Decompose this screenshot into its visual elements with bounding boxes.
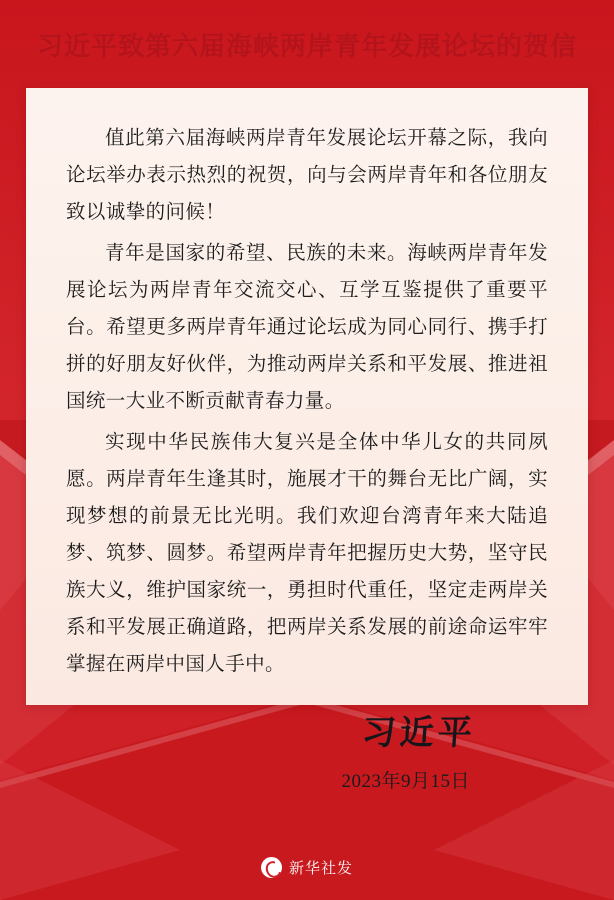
paragraph-1: 值此第六届海峡两岸青年发展论坛开幕之际，我向论坛举办表示热烈的祝贺，向与会两岸青年和各位朋友致以诚挚的问候！ [66, 128, 548, 223]
xinhua-circle-icon [261, 857, 282, 878]
paragraph-3: 实现中华民族伟大复兴是全体中华儿女的共同夙愿。两岸青年生逢其时，施展才干的舞台无比广阔，实现梦想的前景无比光明。我们欢迎台湾青年来大陆追梦、筑梦、圆梦。希望两岸青年把握历史大势，坚守民族大义，维护国家统一，勇担时代重任，坚定走两岸关系和平发展正确道路，把两岸关系发展的前途命运牢牢掌握在两岸中国人手中。 [66, 432, 548, 675]
poster-title-bar [0, 0, 614, 88]
footer-agency-label: 新华社发 [288, 861, 353, 877]
letter-card [26, 88, 588, 792]
signature-date: 2023年9月15日 [341, 771, 470, 792]
page-title: 习近平致第六届海峡两岸青年发展论坛的贺信 [36, 31, 577, 61]
paragraph-2: 青年是国家的希望、民族的未来。海峡两岸青年发展论坛为两岸青年交流交心、互学互鉴提供了重要平台。希望更多两岸青年通过论坛成为同心同行、携手打拼的好朋友好伙伴，为推动两岸关系和平发展、推进祖国统一大业不断贡献青春力量。 [66, 243, 548, 412]
signature-name: 习近平 [360, 715, 478, 752]
footer-credit [0, 857, 614, 878]
signature-block [66, 705, 548, 754]
letter-body [26, 88, 588, 793]
